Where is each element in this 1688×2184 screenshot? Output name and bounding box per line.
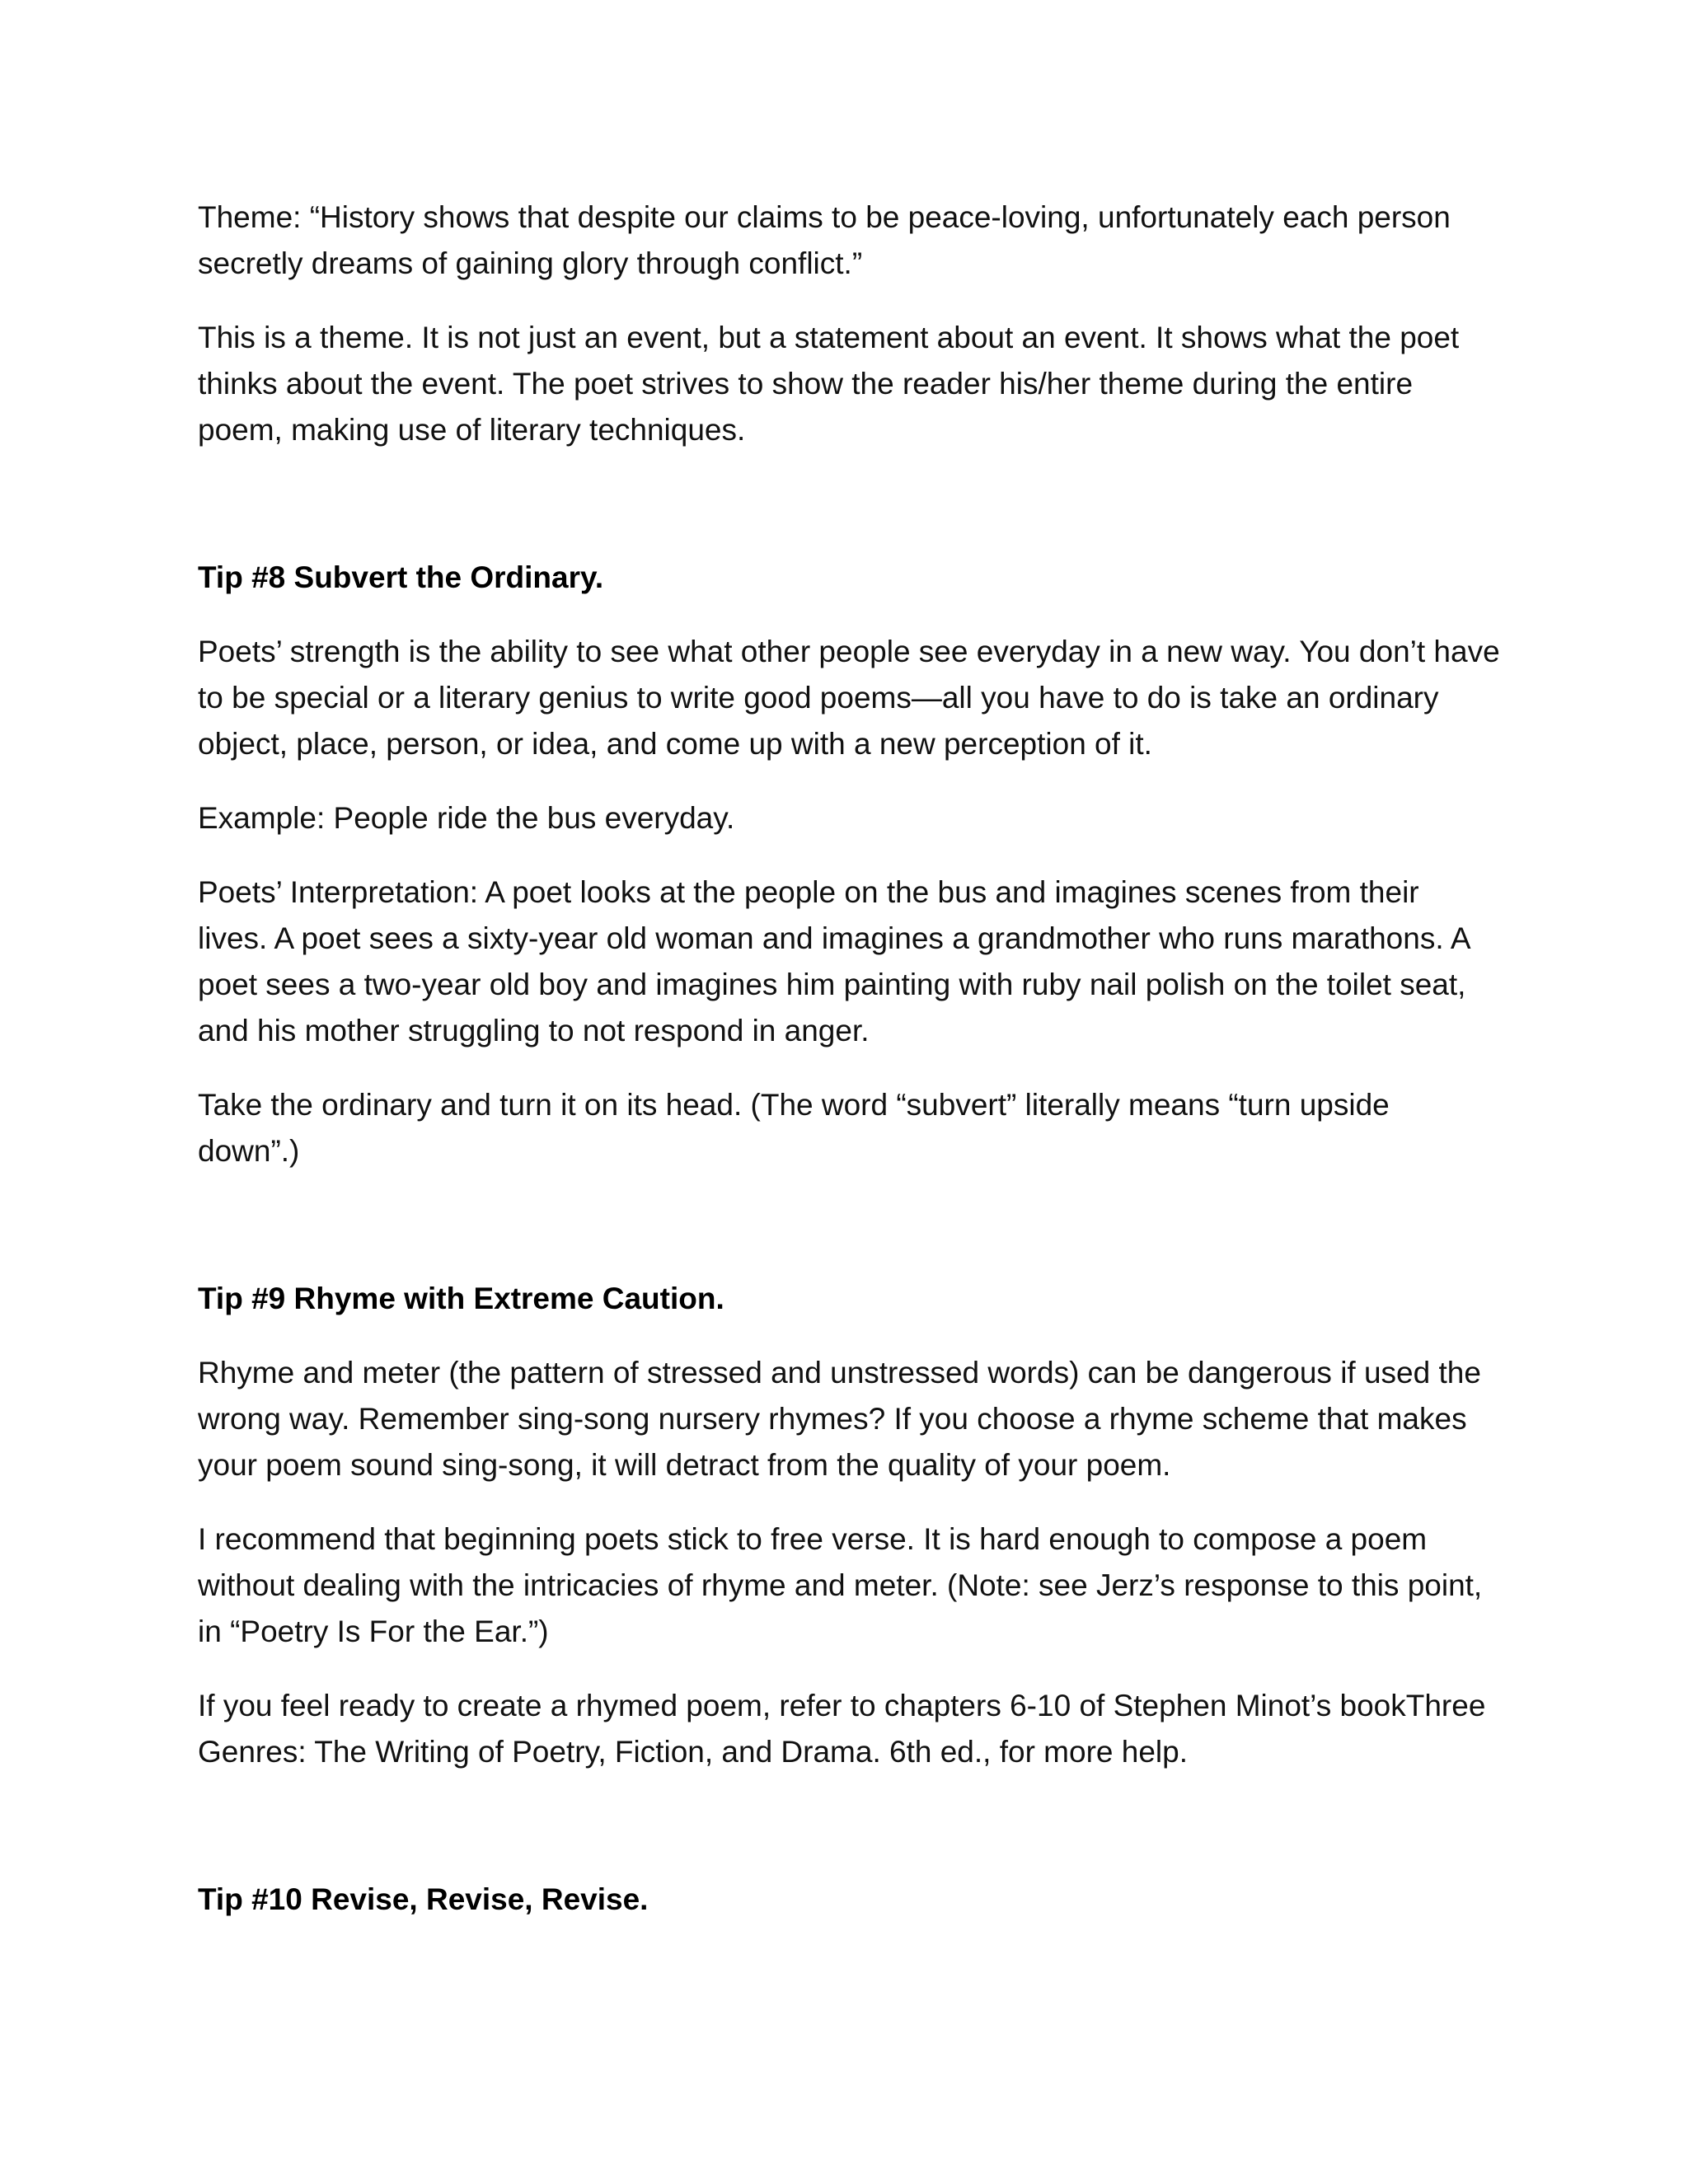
tip-10-heading: Tip #10 Revise, Revise, Revise. xyxy=(198,1882,649,1916)
tip-9-heading: Tip #9 Rhyme with Extreme Caution. xyxy=(198,1282,724,1315)
tip-8-paragraph-example: Example: People ride the bus everyday. xyxy=(198,801,735,835)
tip-8-paragraph-interpretation: Poets’ Interpretation: A poet looks at the people on the bus and imagines scenes from their lives. A poet sees a sixty-year old woman and imagines a grandmother who runs marathons. A poet sees a two-year old boy and imagines him painting with ruby nail polish on the toilet seat, and his mother struggling to not respond in anger. xyxy=(198,875,1471,1047)
tip-9-paragraph-rhyme-meter: Rhyme and meter (the pattern of stressed and unstressed words) can be dangerous if used the wrong way. Remember sing-song nursery rhymes? If you choose a rhyme scheme that makes your poem sound sing-song, it will detract from the quality of your poem. xyxy=(198,1356,1481,1482)
theme-quote-paragraph: Theme: “History shows that despite our claims to be peace-loving, unfortunately each person secretly dreams of gaining glory through conflict.” xyxy=(198,200,1451,280)
tip-9-paragraph-reference: If you feel ready to create a rhymed poem, refer to chapters 6-10 of Stephen Minot’s bookThree Genres: The Writing of Poetry, Fiction, and Drama. 6th ed., for more help. xyxy=(198,1689,1486,1769)
tip-9-paragraph-free-verse: I recommend that beginning poets stick to free verse. It is hard enough to compose a poem without dealing with the intricacies of rhyme and meter. (Note: see Jerz’s response to this point, in “Poetry Is For the Ear.”) xyxy=(198,1522,1483,1648)
theme-explanation-paragraph: This is a theme. It is not just an event, but a statement about an event. It shows what the poet thinks about the event. The poet strives to show the reader his/her theme during the entire poem, making use of literary techniques. xyxy=(198,321,1460,447)
tip-8-heading: Tip #8 Subvert the Ordinary. xyxy=(198,560,604,594)
tip-8-paragraph-strength: Poets’ strength is the ability to see what other people see everyday in a new way. You don’t have to be special or a literary genius to write good poems—all you have to do is take an ordinary object, place, person, or idea, and come up with a new perception of it. xyxy=(198,635,1500,761)
document-body xyxy=(198,194,1517,1923)
tip-8-paragraph-subvert: Take the ordinary and turn it on its head. (The word “subvert” literally means “turn upside down”.) xyxy=(198,1088,1390,1168)
